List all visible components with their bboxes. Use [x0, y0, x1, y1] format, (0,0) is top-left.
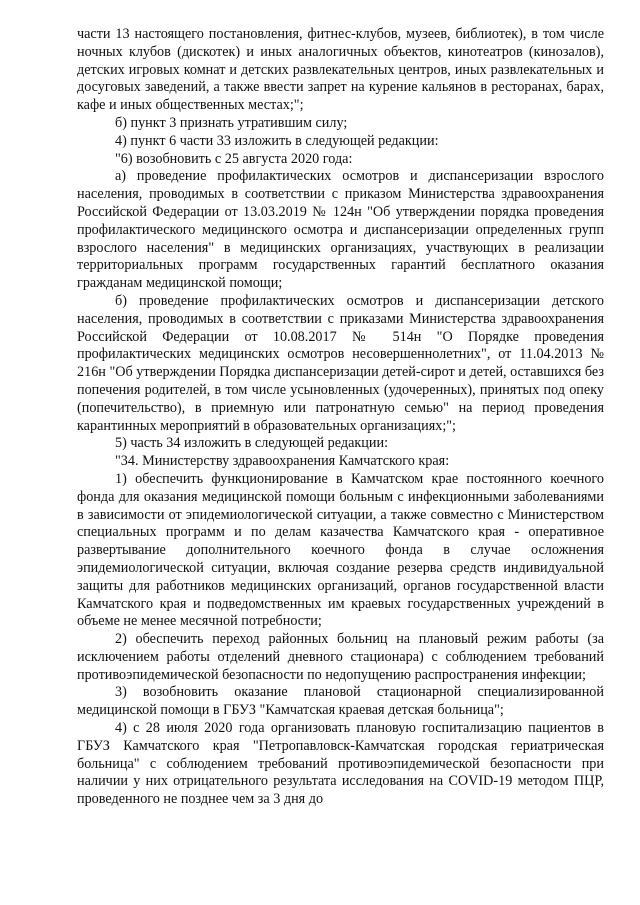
- paragraph-subitem-3: 3) возобновить оказание плановой стационарной специализированной медицинской помощи в ГБУЗ "Камчатская краевая детская больница";: [77, 684, 604, 719]
- paragraph-part-34: "34. Министерству здравоохранения Камчатского края:: [115, 453, 450, 470]
- paragraph-item-4: 4) пункт 6 части 33 изложить в следующей редакции:: [115, 132, 439, 149]
- paragraph-item-5: 5) часть 34 изложить в следующей редакции:: [115, 435, 389, 452]
- paragraph-item-b-point-3: б) пункт 3 признать утратившим силу;: [115, 114, 348, 131]
- paragraph-subitem-b: б) проведение профилактических осмотров и диспансеризации детского населения, проводимых в соответствии с приказами Министерства здравоохранения Российской Федерации от 10.08.2017 № 514н "О Порядке проведения профилактических медицинских осмотров несовершеннолетних", от 11.04.2013 № 216н "Об утверждении Порядка диспансеризации детей-сирот и детей, оставшихся без попечения родителей, в том числе усыновленных (удочеренных), принятых под опеку (попечительство), в приемную или патронатную семью" на период проведения карантинных мероприятий в образовательных организациях;";: [77, 292, 604, 434]
- paragraph-subitem-1: 1) обеспечить функционирование в Камчатском крае постоянного коечного фонда для оказания медицинской помощи больным с инфекционными заболеваниями в зависимости от эпидемиологической ситуации, а также совместно с Министерством специальных программ и по делам казачества Камчатского края - оперативное развертывание дополнительного коечного фонда в случае осложнения эпидемиологической ситуации, включая создание резерва средств индивидуальной защиты для работников медицинских организаций, органов государственной власти Камчатского края и подведомственных им краевых государственных учреждений в объеме не менее месячной потребности;: [77, 470, 604, 630]
- paragraph-subitem-6: "6) возобновить с 25 августа 2020 года:: [115, 150, 353, 167]
- paragraph-continuation: части 13 настоящего постановления, фитнес-клубов, музеев, библиотек), в том числе ночных клубов (дискотек) и иных аналогичных объектов, кинотеатров (кинозалов), детских игровых комнат и детских развлекательных центров, иных развлекательных и досуговых заведений, а также ввести запрет на курение кальянов в ресторанах, барах, кафе и иных общественных местах;";: [77, 26, 604, 114]
- paragraph-subitem-4: 4) с 28 июля 2020 года организовать плановую госпитализацию пациентов в ГБУЗ Камчатского края "Петропавловск-Камчатская городская гериатрическая больница" с соблюдением требований противоэпидемической безопасности при наличии у них отрицательного результата исследования на COVID-19 методом ПЦР, проведенного не позднее чем за 3 дня до: [77, 720, 604, 808]
- paragraph-subitem-a: а) проведение профилактических осмотров и диспансеризации взрослого населения, проводимых в соответствии с приказом Министерства здравоохранения Российской Федерации от 13.03.2019 № 124н "Об утверждении порядка проведения профилактического медицинского осмотра и диспансеризации определенных групп взрослого населения" в медицинских организациях, участвующих в реализации территориальных программ государственных гарантий бесплатного оказания гражданам медицинской помощи;: [77, 168, 604, 292]
- paragraph-subitem-2: 2) обеспечить переход районных больниц на плановый режим работы (за исключением работы отделений дневного стационара) с соблюдением требований противоэпидемической безопасности по недопущению распространения инфекции;: [77, 631, 604, 683]
